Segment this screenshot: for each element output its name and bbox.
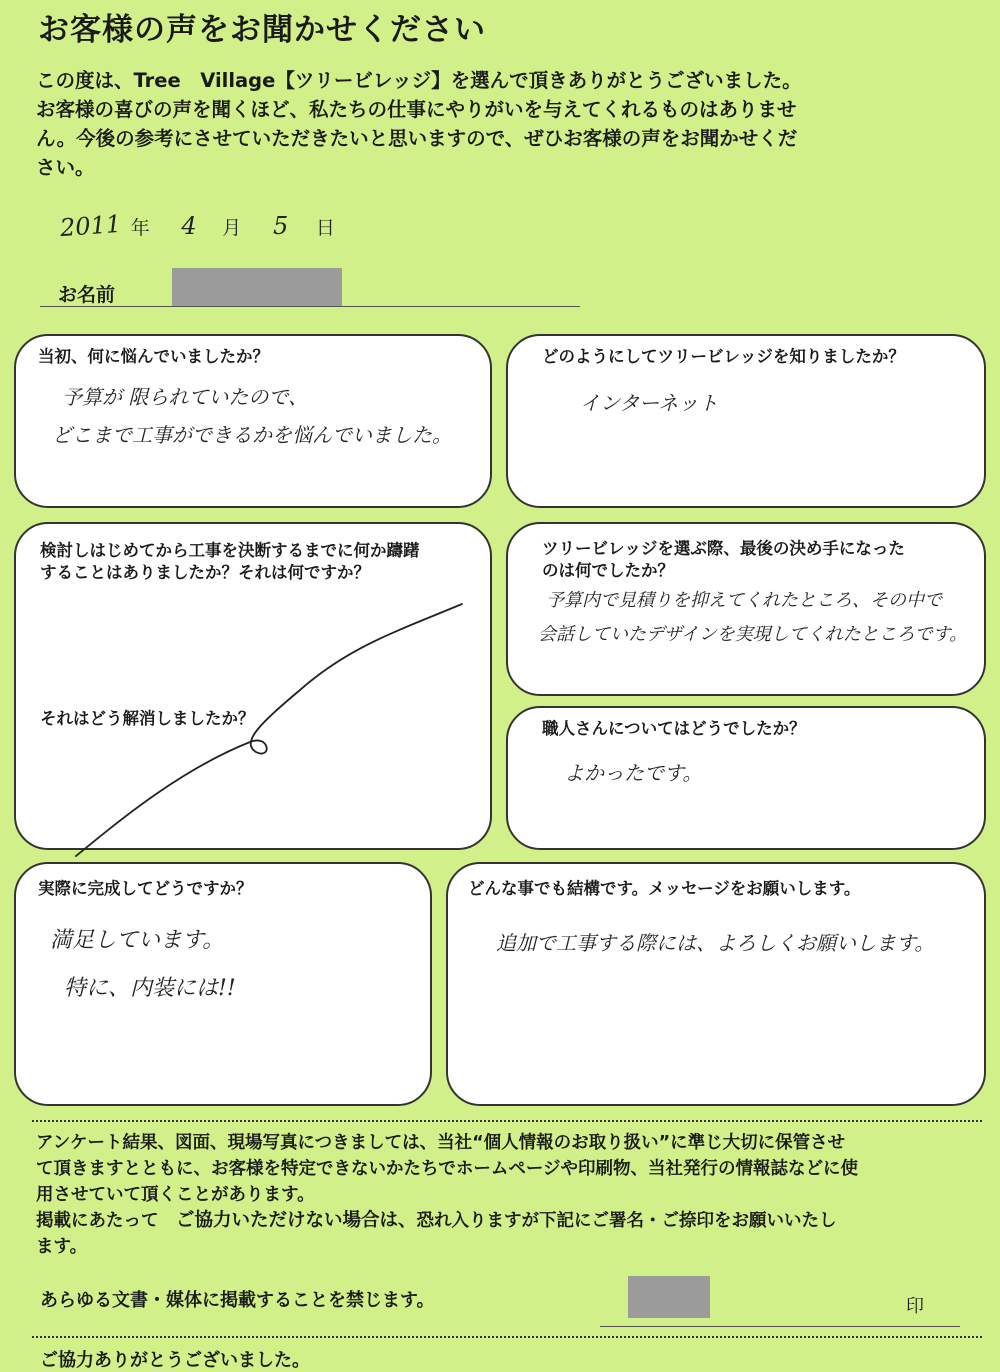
intro-line: さい。 — [36, 156, 95, 179]
answer-text: よかったです。 — [564, 761, 703, 785]
question-box-completion — [14, 862, 432, 1106]
question-box-concerns — [14, 334, 492, 508]
notice-line: て頂きますとともに、お客様を特定できないかたちでホームページや印刷物、当社発行の情報誌などに使 — [36, 1159, 858, 1179]
notice-emphasis: ご協力いただけない場合は、 — [176, 1210, 417, 1231]
section-divider — [32, 1120, 982, 1122]
question-box-referral — [506, 334, 986, 508]
question-label: 職人さんについてはどうでしたか？ — [542, 719, 806, 738]
notice-text: 恐れ入りますが下記にご署名・ご捺印をお願いいたし — [416, 1211, 837, 1231]
answer-text — [50, 926, 236, 1004]
question-label: どんな事でも結構です。メッセージをお願いします。 — [468, 879, 861, 898]
thanks-text: ご協力ありがとうございました。 — [40, 1350, 310, 1371]
signature-line — [600, 1326, 960, 1327]
answer-line: 会話していたデザインを実現してくれたところです。 — [538, 624, 968, 645]
intro-text — [36, 66, 976, 182]
date-day-label: 日 — [315, 217, 335, 239]
question-line: ツリービレッジを選ぶ際、最後の決め手になった — [542, 539, 905, 558]
question-label: 当初、何に悩んでいましたか？ — [38, 347, 269, 366]
question-line: することはありましたか？それは何ですか？ — [40, 563, 370, 582]
signature-redaction — [628, 1276, 710, 1318]
notice-line — [36, 1208, 981, 1234]
answer-text: 追加で工事する際には、よろしくお願いします。 — [496, 931, 935, 955]
question-label — [40, 540, 420, 584]
intro-line: ん。今後の参考にさせていただきたいと思いますので、ぜひお客様の声をお聞かせくだ — [36, 127, 798, 150]
answer-line: 予算内で見積りを抑えてくれたところ、その中で — [546, 590, 942, 611]
answer-text — [52, 382, 452, 450]
date-day: 5 — [272, 212, 289, 240]
question-box-deciding-factor — [506, 522, 986, 696]
answer-line: 満足しています。 — [50, 928, 225, 953]
seal-mark-label: 印 — [906, 1296, 924, 1317]
answer-line: どこまで工事ができるかを悩んでいました。 — [52, 423, 452, 447]
question-box-craftsmen — [506, 706, 986, 850]
name-underline — [40, 306, 580, 307]
date-month-label: 月 — [222, 217, 242, 239]
publication-ban-text: あらゆる文書・媒体に掲載することを禁じます。 — [40, 1290, 435, 1311]
answer-line: 特に、内装には!! — [64, 976, 236, 1001]
name-label: お名前 — [58, 284, 116, 306]
intro-line: この度は、Tree Village【ツリービレッジ】を選んで頂きありがとうございました。 — [36, 69, 802, 92]
notice-line: ます。 — [36, 1237, 88, 1257]
question-box-message — [446, 862, 986, 1106]
question-line: のは何でしたか？ — [542, 561, 674, 580]
question-label: どのようにしてツリービレッジを知りましたか？ — [542, 347, 905, 366]
page-title: お客様の声をお聞かせください — [38, 12, 486, 48]
notice-text: 掲載にあたって — [36, 1211, 176, 1231]
answer-text: インターネット — [580, 391, 719, 415]
privacy-notice — [36, 1130, 981, 1260]
question-box-hesitation — [14, 522, 492, 850]
intro-line: お客様の喜びの声を聞くほど、私たちの仕事にやりがいを与えてくれるものはありませ — [36, 98, 797, 121]
question-label — [542, 538, 905, 582]
date-year: 2011 — [59, 209, 122, 243]
notice-line: 用させていて頂くことがあります。 — [36, 1185, 315, 1205]
date-month: 4 — [181, 212, 197, 240]
answer-line: 予算が 限られていたので、 — [62, 385, 308, 409]
answer-text — [538, 586, 968, 650]
date-field — [59, 209, 335, 243]
notice-line: アンケート結果、図面、現場写真につきましては、当社“個人情報のお取り扱い”に準じ大切に保管させ — [36, 1133, 846, 1153]
date-year-label: 年 — [130, 217, 150, 239]
section-divider — [32, 1336, 982, 1338]
question-line: 検討しはじめてから工事を決断するまでに何か躊躇 — [40, 541, 420, 560]
name-redaction — [172, 268, 342, 306]
question-sub-label: それはどう解消しましたか？ — [40, 709, 255, 728]
question-label: 実際に完成してどうですか？ — [38, 879, 253, 898]
